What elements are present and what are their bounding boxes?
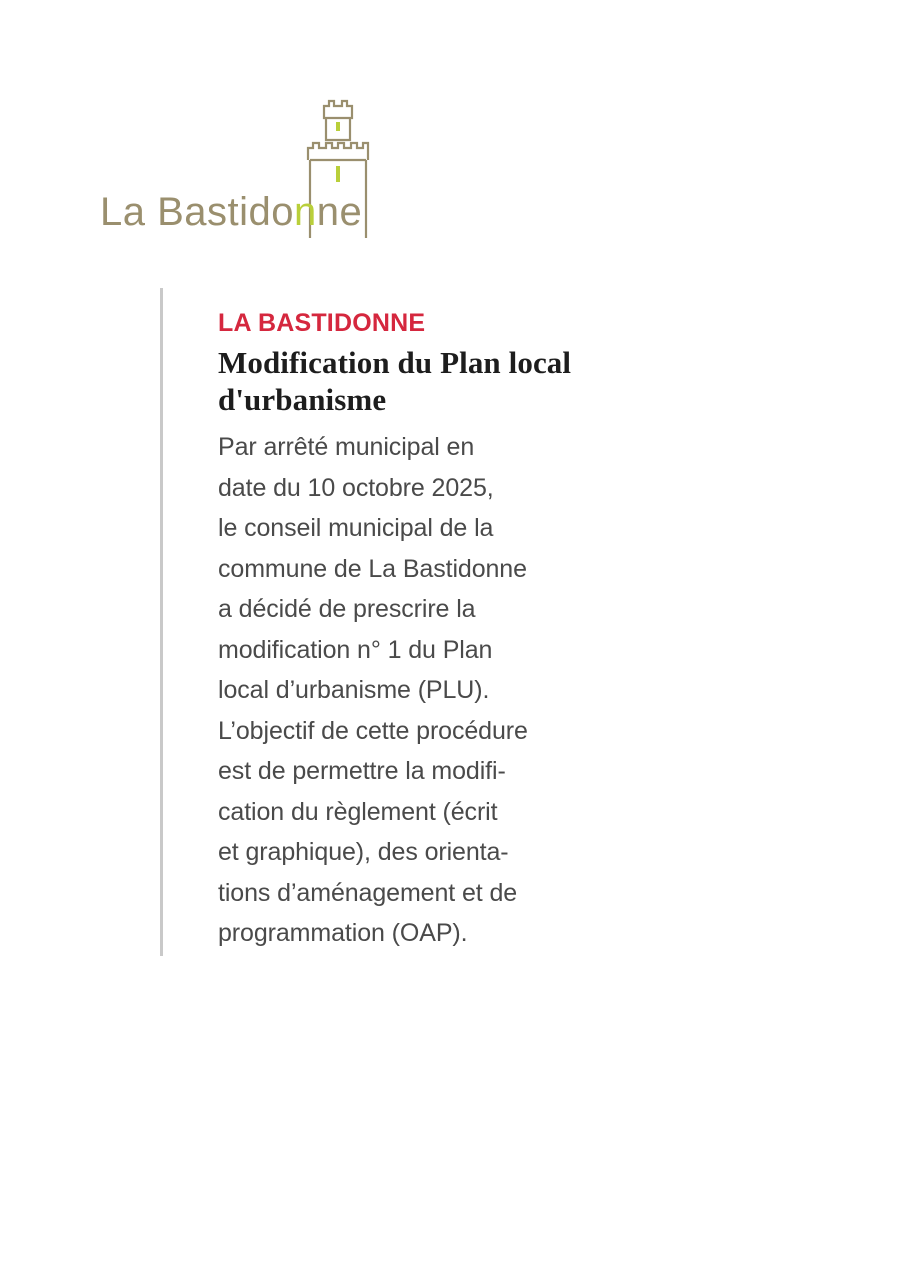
site-logo-block (100, 88, 420, 258)
body-line: Par arrêté municipal en (218, 433, 475, 462)
clipping-content (218, 310, 638, 954)
body-line: commune de La Bastidonne (218, 554, 527, 583)
wordmark-lead: La Bastido (100, 190, 295, 234)
clipping-kicker: LA BASTIDONNE (218, 309, 426, 337)
site-wordmark (100, 192, 362, 232)
body-line: date du 10 octobre 2025, (218, 473, 494, 502)
tower-window-lower (336, 166, 340, 182)
body-line: et graphique), des orienta- (218, 838, 509, 867)
headline-line: Modification du Plan (218, 344, 501, 380)
clipping-headline (218, 344, 638, 420)
press-clipping (160, 288, 700, 956)
headline-line: local d'urbanisme (218, 344, 572, 418)
body-line: L’objectif de cette procédure (218, 716, 528, 745)
body-line: tions d’aménagement et de (218, 878, 518, 907)
body-line: programmation (OAP). (218, 919, 468, 948)
clipping-left-rule (160, 288, 163, 956)
wordmark-accent-letter: n (294, 190, 317, 234)
wordmark-tail: ne (316, 190, 363, 234)
tower-window-upper (336, 122, 340, 131)
body-line: local d’urbanisme (PLU). (218, 676, 490, 705)
body-line: a décidé de prescrire la (218, 595, 476, 624)
body-line: est de permettre la modifi- (218, 757, 506, 786)
body-line: modification n° 1 du Plan (218, 635, 493, 664)
body-line: cation du règlement (écrit (218, 797, 498, 826)
body-line: le conseil municipal de la (218, 514, 494, 543)
clipping-body-text (218, 427, 638, 954)
